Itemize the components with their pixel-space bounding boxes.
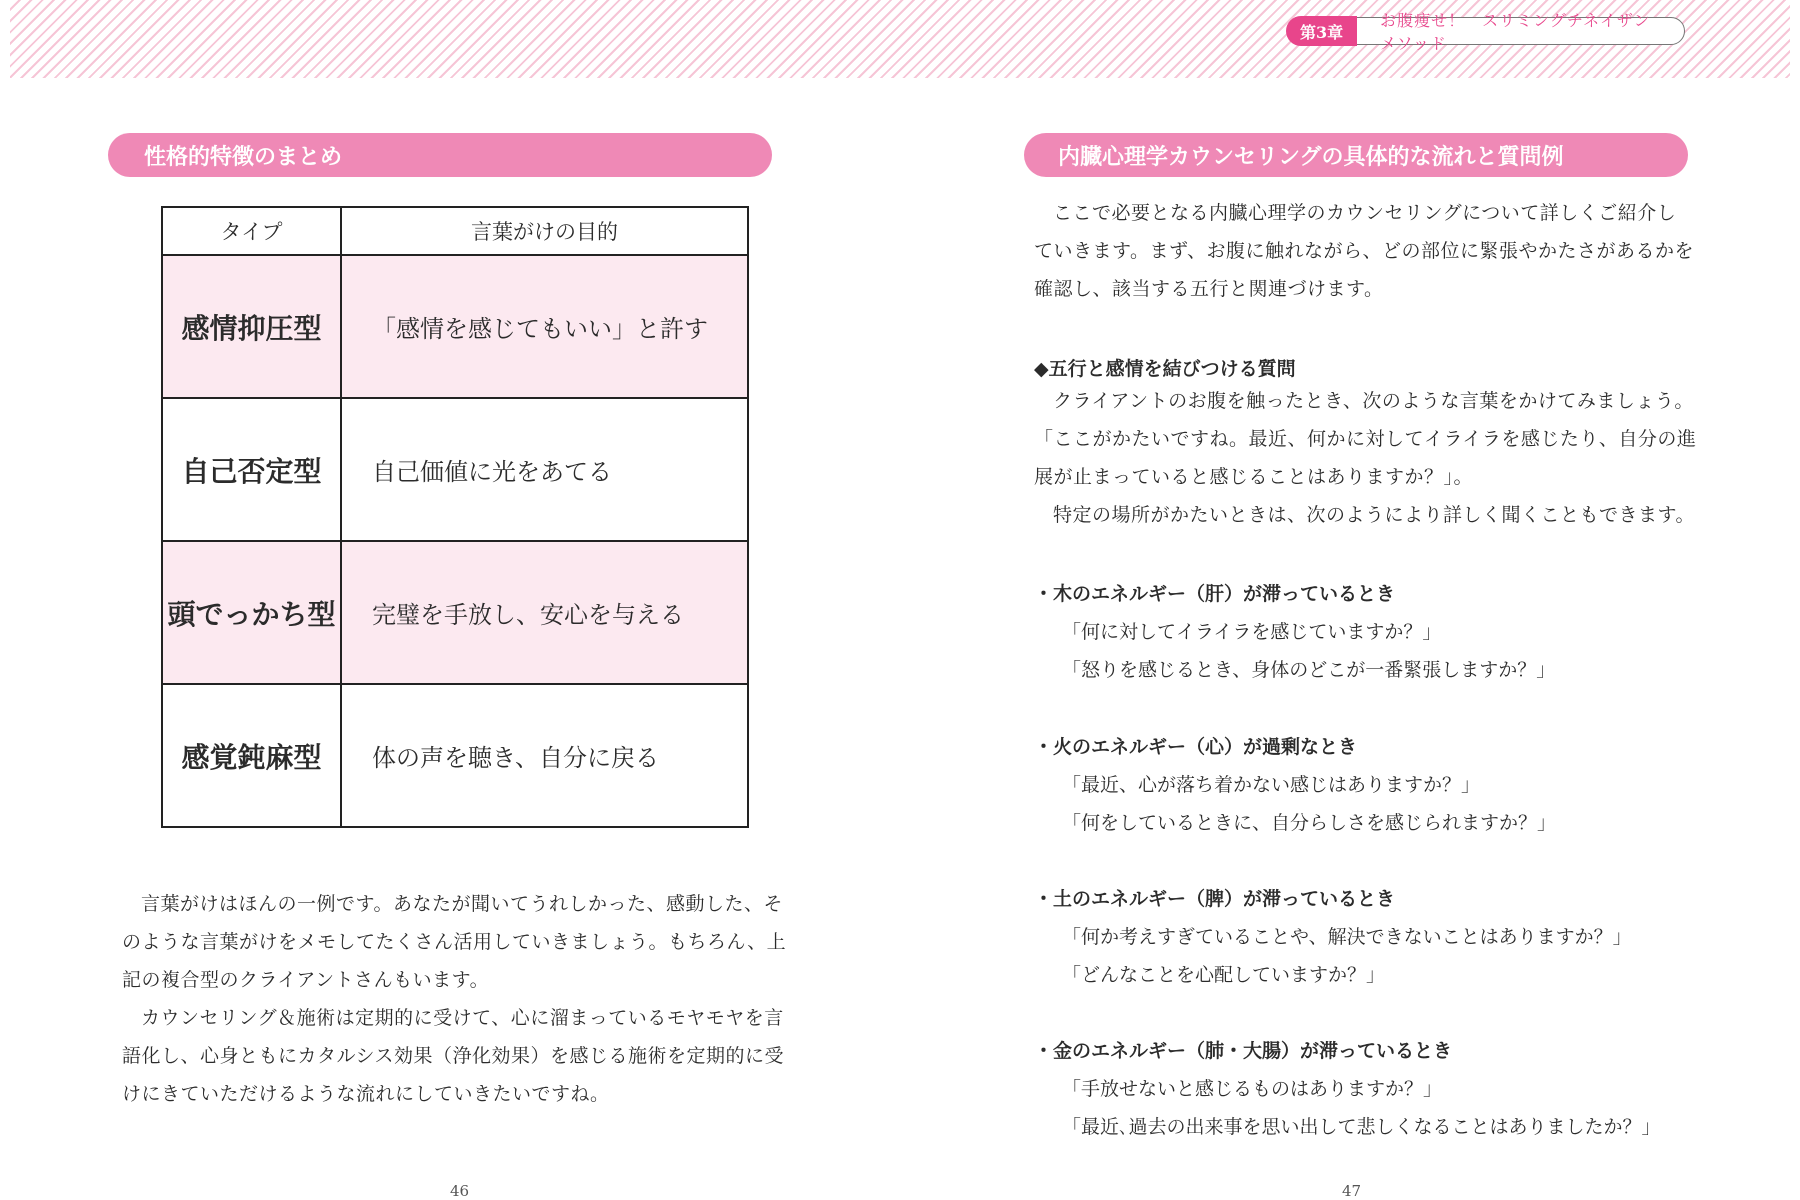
question-subheading: ◆五行と感情を結びつける質問 [1034,358,1296,380]
personality-type-table [161,206,749,828]
table-header-purpose: 言葉がけの目的 [341,207,748,255]
energy-question: 「何か考えすぎていることや、解決できないことはありますか？」 [1062,926,1632,948]
question-intro-text [1034,382,1714,534]
table-header-row [162,207,748,255]
body-paragraph: 特定の場所がかたいときは、次のようにより詳しく聞くこともできます。 [1053,504,1695,526]
energy-block-earth [1034,880,1714,994]
energy-block-metal [1034,1032,1714,1146]
section-heading-left: 性格的特徴のまとめ [108,133,772,177]
body-paragraph: 言葉がけはほんの一例です。あなたが聞いてうれしかった、感動した、そのような言葉がけをメモしてたくさん活用していきましょう。もちろん、上記の複合型のクライアントさんもいます。 [122,893,787,991]
energy-question: 「何に対してイライラを感じていますか？」 [1062,621,1442,643]
energy-question: 「最近、心が落ち着かない感じはありますか？」 [1062,774,1481,796]
energy-question: 「何をしているときに、自分らしさを感じられますか？」 [1062,812,1557,834]
energy-block-fire [1034,728,1714,842]
body-paragraph: ここで必要となる内臓心理学のカウンセリングについて詳しくご紹介していきます。まず、お腹に触れながら、どの部位に緊張やかたさがあるかを確認し、該当する五行と関連づけます。 [1034,202,1694,300]
energy-question: 「手放せないと感じるものはありますか？」 [1062,1078,1443,1100]
body-paragraph: カウンセリング＆施術は定期的に受けて、心に溜まっているモヤモヤを言語化し、心身ともにカタルシス効果（浄化効果）を感じる施術を定期的に受けにきていただけるような流れにしていきたいですね。 [122,1007,784,1105]
chapter-title: お腹痩せ！ スリミングチネイザンメソッド [1355,17,1685,45]
section-heading-right: 内臓心理学カウンセリングの具体的な流れと質問例 [1024,133,1688,177]
energy-block-wood [1034,575,1714,689]
type-cell: 感情抑圧型 [162,255,341,398]
page-number-right: 47 [1342,1182,1362,1200]
table-row [162,255,748,398]
table-row [162,398,748,541]
type-cell: 自己否定型 [162,398,341,541]
energy-title: ・金のエネルギー（肺・大腸）が滞っているとき [1034,1040,1453,1062]
energy-question: 「最近､過去の出来事を思い出して悲しくなることはありましたか？」 [1062,1116,1661,1138]
type-cell: 感覚鈍麻型 [162,684,341,827]
type-cell: 頭でっかち型 [162,541,341,684]
energy-question: 「どんなことを心配していますか？」 [1062,964,1386,986]
intro-text [1034,194,1694,308]
energy-title: ・土のエネルギー（脾）が滞っているとき [1034,888,1396,910]
table-header-type: タイプ [162,207,341,255]
chapter-tag [1286,11,1685,53]
purpose-cell: 自己価値に光をあてる [341,398,748,541]
energy-title: ・木のエネルギー（肝）が滞っているとき [1034,583,1396,605]
purpose-cell: 体の声を聴き、自分に戻る [341,684,748,827]
table-row [162,541,748,684]
table-row [162,684,748,827]
purpose-cell: 完璧を手放し、安心を与える [341,541,748,684]
chapter-label: 第3章 [1286,16,1357,46]
body-paragraph: クライアントのお腹を触ったとき、次のような言葉をかけてみましょう。「ここがかたいですね。最近、何かに対してイライラを感じたり、自分の進展が止まっていると感じることはありますか？」。 [1034,390,1697,488]
energy-title: ・火のエネルギー（心）が過剰なとき [1034,736,1358,758]
purpose-cell: 「感情を感じてもいい」と許す [341,255,748,398]
energy-question: 「怒りを感じるとき、身体のどこが一番緊張しますか？」 [1062,659,1556,681]
left-body-text [122,885,792,1113]
page-number-left: 46 [450,1182,470,1200]
